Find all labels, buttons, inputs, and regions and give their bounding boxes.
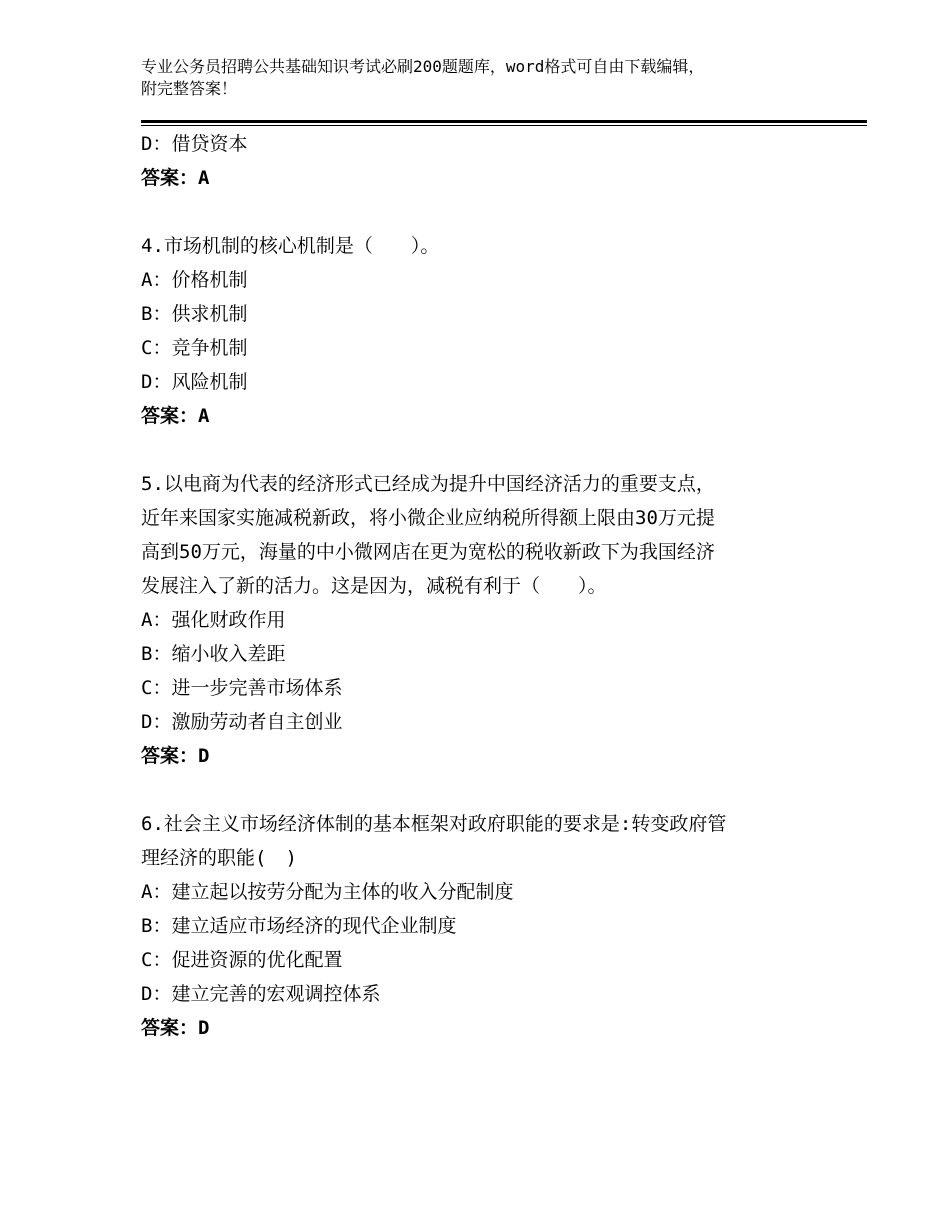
header-title-line-1: 专业公务员招聘公共基础知识考试必刷200题题库，word格式可自由下载编辑， [141,57,705,76]
option-b: B：缩小收入差距 [141,643,286,665]
question-stem: 6.社会主义市场经济体制的基本框架对政府职能的要求是:转变政府管 [141,813,727,835]
option-c: C：进一步完善市场体系 [141,677,343,699]
option-a: A：强化财政作用 [141,609,286,631]
header-title-line-2: 附完整答案！ [141,79,238,98]
question-stem: 高到50万元，海量的中小微网店在更为宽松的税收新政下为我国经济 [141,541,715,563]
option-b: B：供求机制 [141,303,248,325]
question-stem: 近年来国家实施减税新政，将小微企业应纳税所得额上限由30万元提 [141,507,715,529]
option-c: C：促进资源的优化配置 [141,949,343,971]
question-stem: 5.以电商为代表的经济形式已经成为提升中国经济活力的重要支点， [141,473,715,495]
option-a: A：价格机制 [141,269,248,291]
answer-line: 答案：D [141,745,210,767]
question-stem: 理经济的职能( ) [141,847,297,869]
previous-question-tail [141,127,821,195]
option-d: D：借贷资本 [141,133,248,155]
question-stem: 4.市场机制的核心机制是（ ）。 [141,235,440,257]
page-header [141,56,841,100]
question-4 [141,229,821,433]
header-divider-thick [141,120,867,123]
answer-line: 答案：A [141,167,210,189]
option-b: B：建立适应市场经济的现代企业制度 [141,915,457,937]
option-d: D：激励劳动者自主创业 [141,711,343,733]
question-stem: 发展注入了新的活力。这是因为，减税有利于（ ）。 [141,575,607,597]
question-6 [141,807,821,1045]
answer-line: 答案：D [141,1017,210,1039]
option-d: D：建立完善的宏观调控体系 [141,983,381,1005]
answer-line: 答案：A [141,405,210,427]
question-5 [141,467,821,773]
option-c: C：竞争机制 [141,337,248,359]
option-a: A：建立起以按劳分配为主体的收入分配制度 [141,881,514,903]
header-divider-thin [141,125,867,126]
option-d: D：风险机制 [141,371,248,393]
question-content [141,127,821,1045]
